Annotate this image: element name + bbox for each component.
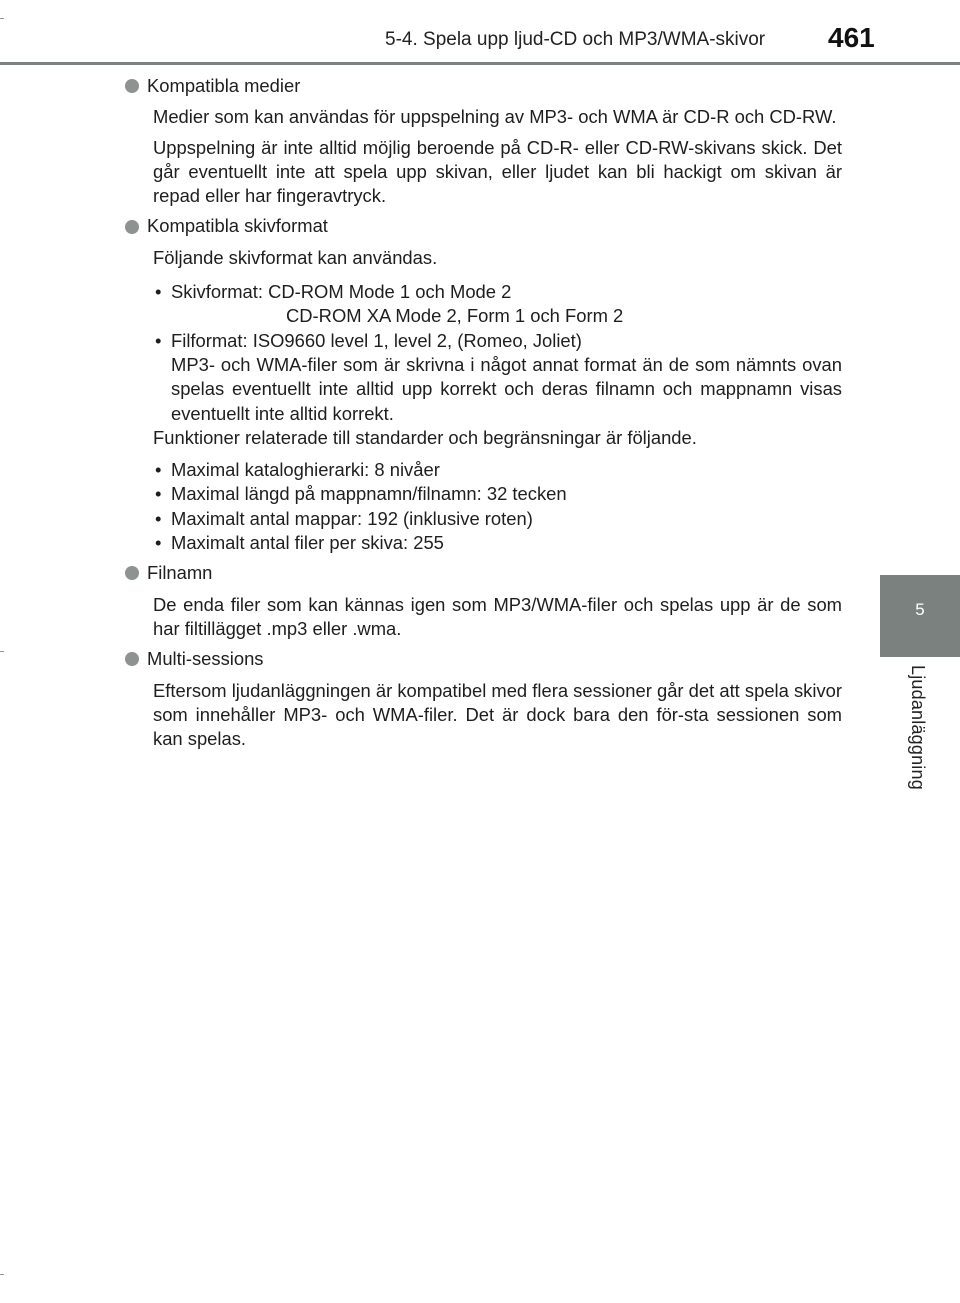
section-title: Filnamn: [125, 561, 842, 585]
chapter-label: Ljudanläggning: [908, 665, 928, 790]
paragraph: Eftersom ljudanläggningen är kompatibel med flera sessioner går det att spela skivor som innehåller MP3- och WMA-filer. Det är dock bara den för-sta sessionen som kan spelas.: [153, 679, 842, 750]
chapter-tab: [880, 575, 960, 657]
page-number: 461: [828, 22, 875, 53]
page-content: [125, 74, 842, 757]
paragraph: Funktioner relaterade till standarder och begränsningar är följande.: [153, 426, 697, 448]
file-format-note: MP3- och WMA-filer som är skrivna i något annat format än de som nämnts ovan spelas eventuellt inte alltid upp korrekt och deras filnamn och mappnamn visas eventuellt inte alltid korrekt.: [171, 353, 842, 424]
section-compatible-media: [125, 74, 842, 208]
header-rule: [0, 62, 960, 65]
paragraph: De enda filer som kan kännas igen som MP3/WMA-filer och spelas upp är de som har filtillägget .mp3 eller .wma.: [153, 593, 842, 639]
list-item: • Maximalt antal mappar: 192 (inklusive roten): [153, 507, 842, 531]
chapter-number: 5: [915, 600, 925, 619]
format-list: [153, 280, 842, 426]
section-title: Kompatibla skivformat: [125, 214, 842, 238]
crop-mark-middle: [0, 651, 4, 652]
bullet-dot-icon: [125, 652, 139, 666]
bullet-dot-icon: [125, 220, 139, 234]
paragraph: Följande skivformat kan användas.: [153, 246, 438, 268]
bullet-dot-icon: [125, 79, 139, 93]
crop-mark-top: [0, 18, 4, 19]
crop-mark-bottom: [0, 1274, 4, 1275]
section-title: Kompatibla medier: [125, 74, 842, 98]
section-disc-formats: [125, 214, 842, 555]
section-title: Multi-sessions: [125, 647, 842, 671]
list-item: • Skivformat: CD-ROM Mode 1 och Mode 2 CD-ROM XA Mode 2, Form 1 och Form 2: [153, 280, 842, 329]
paragraph: Medier som kan användas för uppspelning av MP3- och WMA är CD-R och CD-RW.: [153, 106, 837, 128]
bullet-dot-icon: [125, 566, 139, 580]
paragraph: Uppspelning är inte alltid möjlig beroende på CD-R- eller CD-RW-skivans skick. Det går eventuellt inte att spela upp skivan, eller ljudet kan bli hackigt om skivan är repad eller har fingeravtryck.: [153, 136, 842, 207]
section-multi-sessions: [125, 647, 842, 751]
limits-list: [153, 458, 842, 555]
running-header-title: 5-4. Spela upp ljud-CD och MP3/WMA-skivor: [385, 29, 766, 50]
list-item: • Filformat: ISO9660 level 1, level 2, (Romeo, Joliet) MP3- och WMA-filer som är skrivna i något annat format än de som nämnts ovan spelas eventuellt inte alltid upp korrekt och deras filnamn och mappnamn visas eventuellt inte alltid korrekt.: [153, 329, 842, 426]
section-filenames: [125, 561, 842, 641]
list-item: • Maximalt antal filer per skiva: 255: [153, 531, 842, 555]
list-item: • Maximal längd på mappnamn/filnamn: 32 tecken: [153, 482, 842, 506]
list-item: • Maximal kataloghierarki: 8 nivåer: [153, 458, 842, 482]
